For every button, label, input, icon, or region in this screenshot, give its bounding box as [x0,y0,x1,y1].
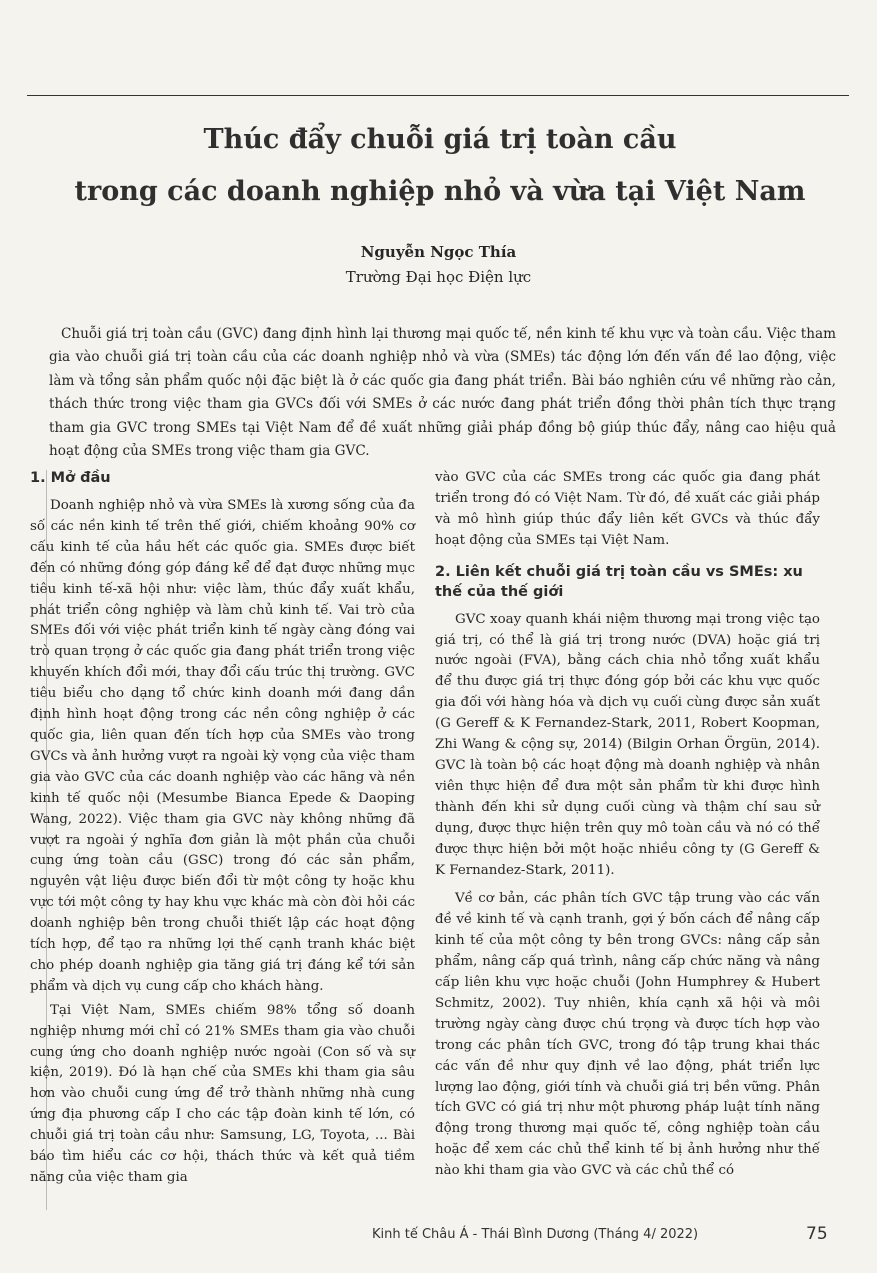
abstract: Chuỗi giá trị toàn cầu (GVC) đang định hình lại thương mại quốc tế, nền kinh tế khu vực và toàn cầu. Việc tham gia vào chuỗi giá trị toàn cầu của các doanh nghiệp nhỏ và vừa (SMEs) tác động lớn đến vấn đề lao động, việc làm và tổng sản phẩm quốc nội đặc biệt là ở các quốc gia đang phát triển. Bài báo nghiên cứu về những rào cản, thách thức trong việc tham gia GVCs đối với SMEs ở các nước đang phát triển đồng thời phân tích thực trạng tham gia GVC trong SMEs tại Việt Nam để đề xuất những giải pháp đồng bộ giúp thúc đẩy, nâng cao hiệu quả hoạt động của SMEs trong việc tham gia GVC. [49,326,836,460]
page-number: 75 [806,1224,828,1244]
section-1-paragraph-1: Doanh nghiệp nhỏ và vừa SMEs là xương sống của đa số các nền kinh tế trên thế giới, chiếm khoảng 90% cơ cấu kinh tế của hầu hết các quốc gia. SMEs được biết đến có những đóng góp đáng kể để đạt được những mục tiêu kinh tế-xã hội như: việc làm, thúc đẩy xuất khẩu, phát triển công nghiệp và làm chủ kinh tế. Vai trò của SMEs đối với việc phát triển kinh tế ngày càng đóng vai trò quan trọng ở các quốc gia đang phát triển trong việc khuyến khích đổi mới, thay đổi cấu trúc thị trường. GVC tiêu biểu cho dạng tổ chức kinh doanh mới đang dần định hình hoạt động trong các nền công nghiệp ở các quốc gia, liên quan đến tích hợp của SMEs vào trong GVCs và ảnh hưởng vượt ra ngoài kỳ vọng của việc tham gia vào GVC của các doanh nghiệp vào các hãng và nền kinh tế quốc nội (Mesumbe Bianca Epede & Daoping Wang, 2022). Việc tham gia GVC này không những đã vượt ra ngoài ý nghĩa đơn giản là một phần của chuỗi cung ứng toàn cầu (GSC) trong đó các sản phẩm, nguyên vật liệu được biến đổi từ một công ty hoặc khu vực tới một công ty hay khu vực khác mà còn đòi hỏi các doanh nghiệp bên trong chuỗi thiết lập các hoạt động tích hợp, để tạo ra những lợi thế cạnh tranh khác biệt cho phép doanh nghiệp gia tăng giá trị đáng kể tới sản phẩm và dịch vụ cung cấp cho khách hàng. [30,498,415,994]
author-affiliation: Trường Đại học Điện lực [345,268,532,286]
section-2-heading: 2. Liên kết chuỗi giá trị toàn cầu vs SMEs: xu thế của thế giới [435,563,803,600]
article-title-line-2: trong các doanh nghiệp nhỏ và vừa tại Việt Nam [74,176,806,207]
section-1-continuation: vào GVC của các SMEs trong các quốc gia đang phát triển trong đó có Việt Nam. Từ đó, đề xuất các giải pháp và mô hình giúp thúc đẩy liên kết GVCs và thúc đẩy hoạt động của SMEs tại Việt Nam. [435,470,820,548]
journal-footer: Kinh tế Châu Á - Thái Bình Dương (Tháng 4/ 2022) [372,1227,699,1242]
section-2-paragraph-2: Về cơ bản, các phân tích GVC tập trung vào các vấn đề về kinh tế và cạnh tranh, gợi ý bốn cách để nâng cấp kinh tế của một công ty bên trong GVCs: nâng cấp sản phẩm, nâng cấp quá trình, nâng cấp chức năng và nâng cấp liên khu vực hoặc chuỗi (John Humphrey & Hubert Schmitz, 2002). Tuy nhiên, khía cạnh xã hội và môi trường ngày càng được chú trọng và được tích hợp vào trong các phân tích GVC, trong đó tập trung khai thác các vấn đề như quy định về lao động, phát triển lực lượng lao động, giới tính và chuỗi giá trị bền vững. Phân tích GVC có giá trị như một phương pháp luật tính năng động trong thương mại quốc tế, công nghiệp toàn cầu hoặc để xem các chủ thể kinh tế bị ảnh hưởng như thế nào khi tham gia vào GVC và các chủ thể có [435,891,820,1179]
author-name: Nguyễn Ngọc Thía [360,243,517,261]
section-1-paragraph-2: Tại Việt Nam, SMEs chiếm 98% tổng số doanh nghiệp nhưng mới chỉ có 21% SMEs tham gia vào chuỗi cung ứng cho doanh nghiệp nước ngoài (Con số và sự kiện, 2019). Đó là hạn chế của SMEs khi tham gia sâu hơn vào chuỗi cung ứng để trở thành những nhà cung ứng địa phương cấp I cho các tập đoàn kinh tế lớn, có chuỗi giá trị toàn cầu như: Samsung, LG, Toyota, ... Bài báo tìm hiểu các cơ hội, thách thức và kết quả tiềm năng của việc tham gia [30,1002,415,1185]
left-column [30,468,415,1189]
article-title-line-1: Thúc đẩy chuỗi giá trị toàn cầu [203,124,677,155]
section-1-heading: 1. Mở đầu [30,470,111,486]
header-rule [27,95,849,96]
right-column [435,468,820,1182]
section-2-paragraph-1: GVC xoay quanh khái niệm thương mại trong việc tạo giá trị, có thể là giá trị trong nước (DVA) hoặc giá trị nước ngoài (FVA), bằng cách chia nhỏ tổng xuất khẩu để thu được giá trị thực đóng góp bởi các khu vực quốc gia đối với hàng hóa và dịch vụ cuối cùng được sản xuất (G Gereff & K Fernandez-Stark, 2011, Robert Koopman, Zhi Wang & cộng sự, 2014) (Bilgin Orhan Örgün, 2014). GVC là toàn bộ các hoạt động mà doanh nghiệp và nhân viên thực hiện để đưa một sản phẩm từ khi được hình thành đến khi sử dụng cuối cùng và thậm chí sau sử dụng, được thực hiện trên quy mô toàn cầu và nó có thể được thực hiện bởi một hoặc nhiều công ty (G Gereff & K Fernandez-Stark, 2011). [435,611,820,878]
